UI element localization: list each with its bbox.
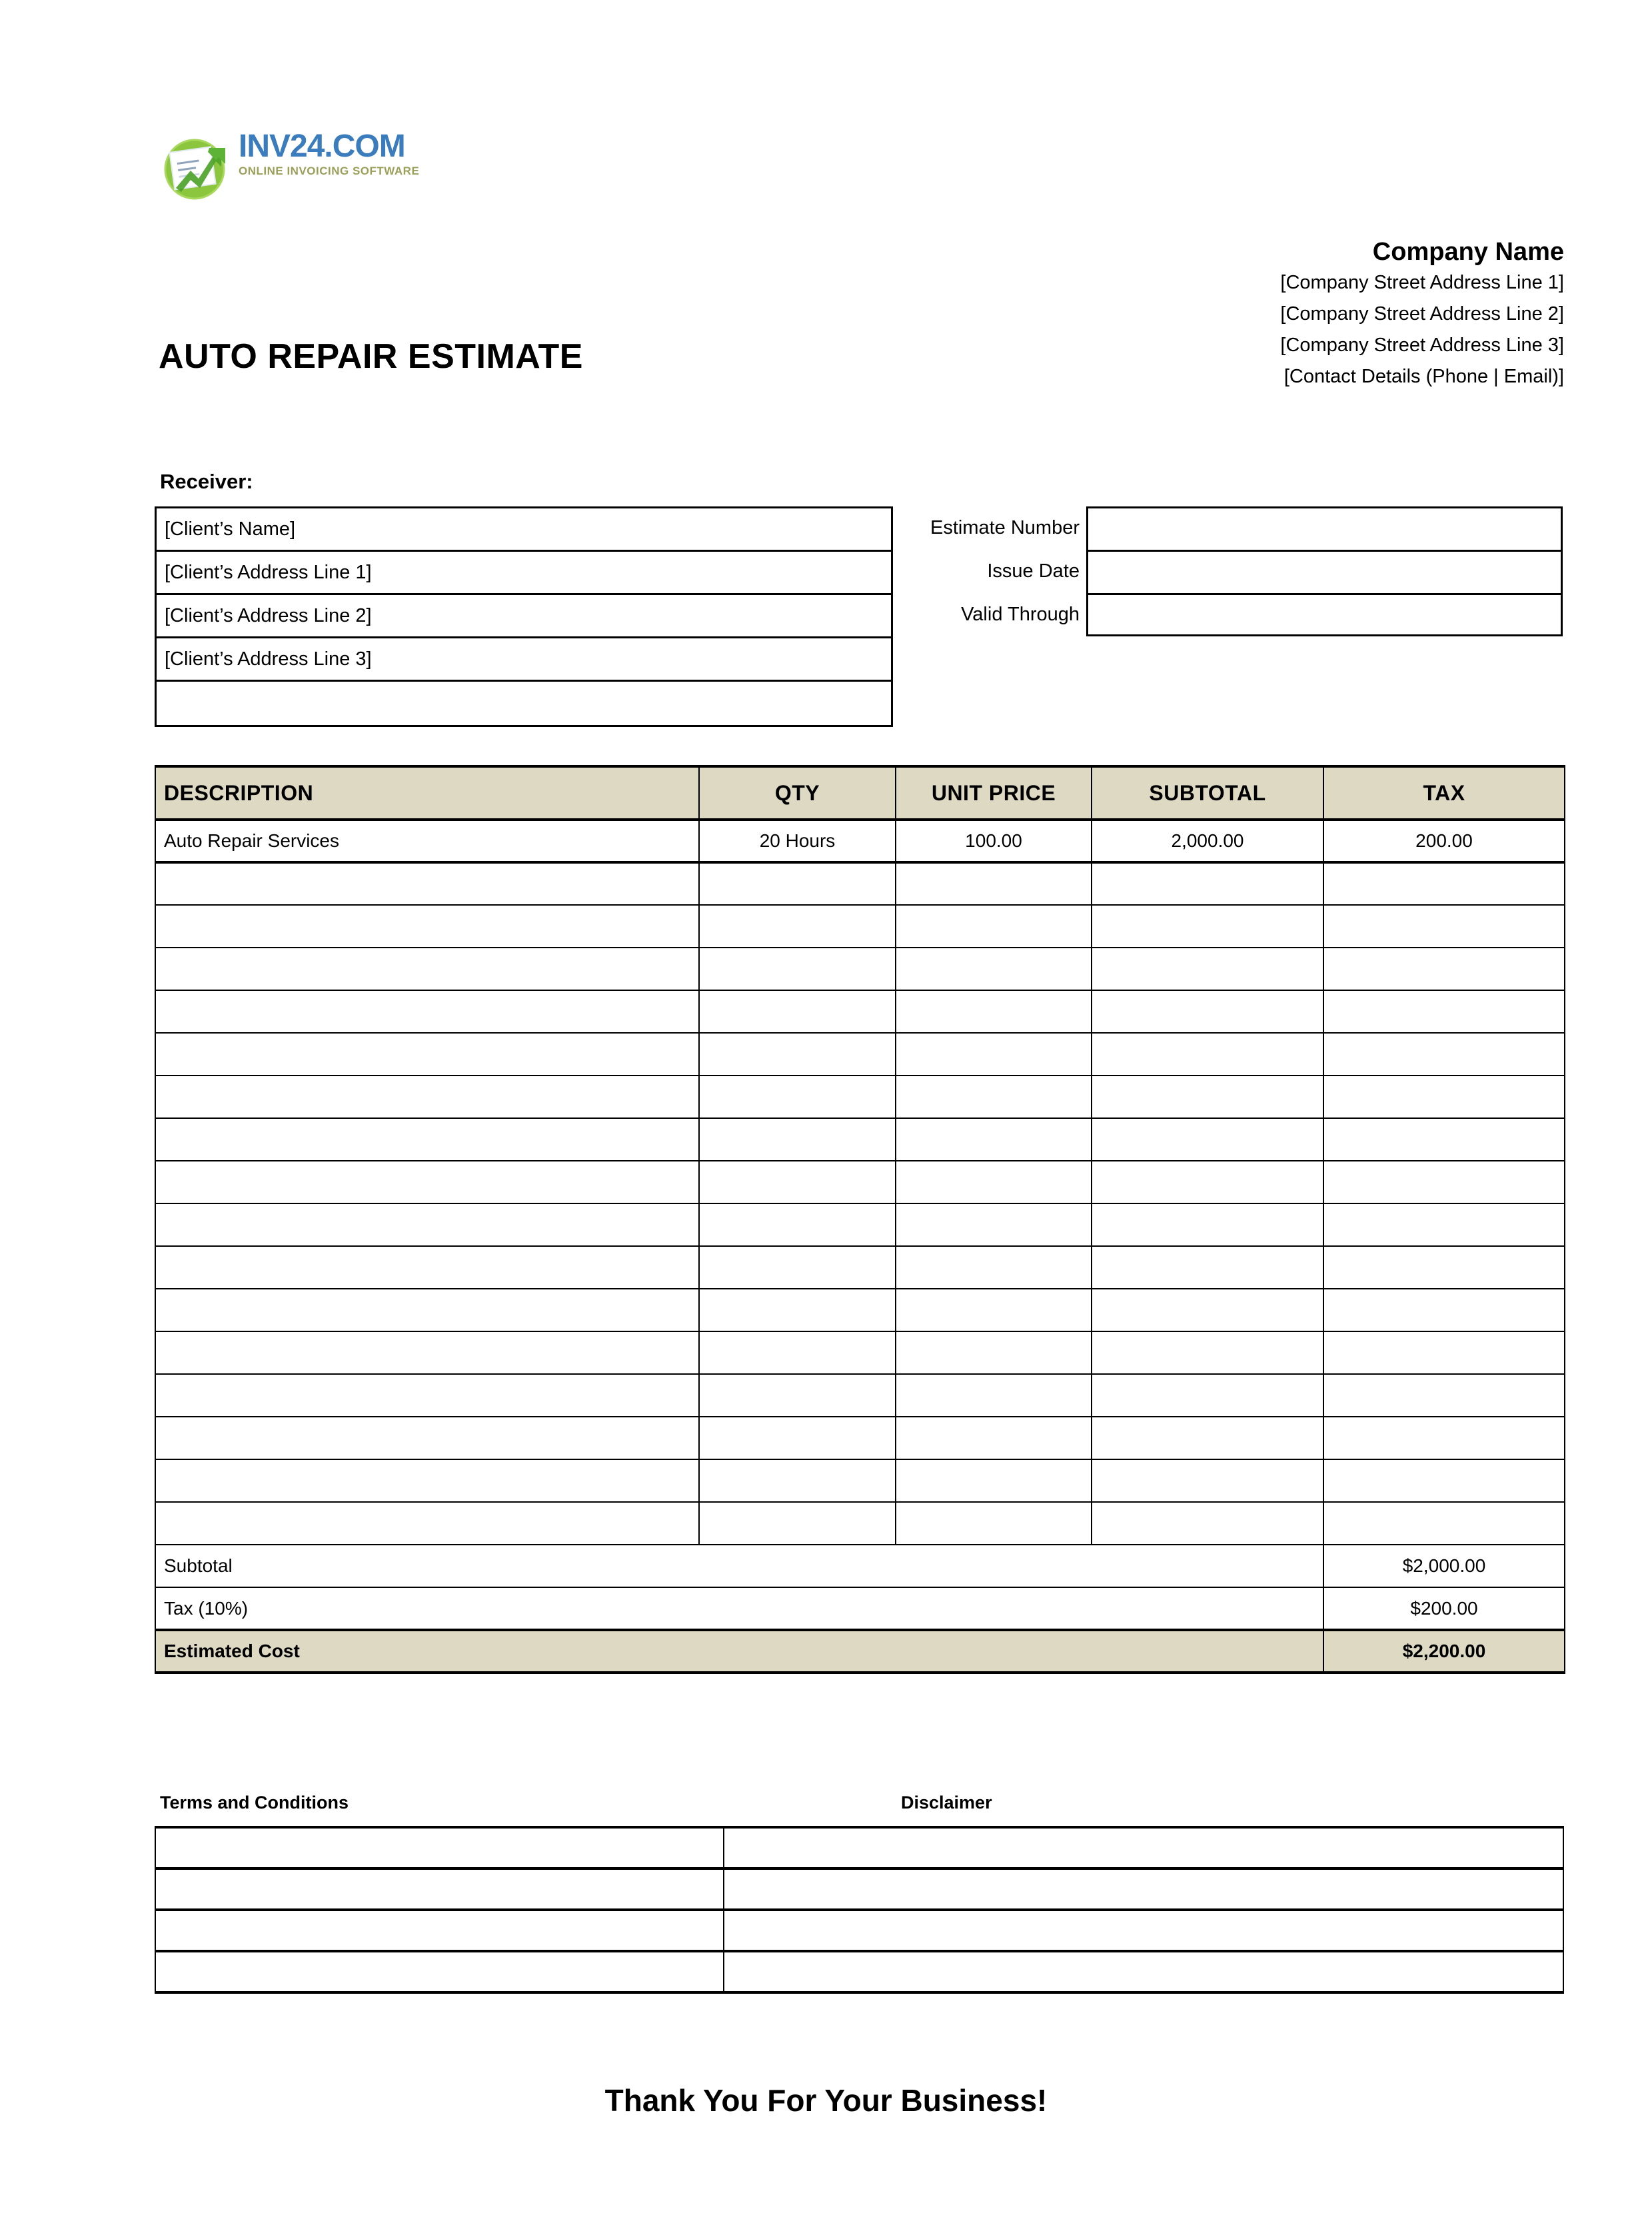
table-row-empty bbox=[155, 990, 1565, 1033]
line-item-description[interactable] bbox=[155, 1076, 699, 1118]
line-item-subtotal[interactable] bbox=[1092, 1246, 1323, 1289]
table-row-empty bbox=[155, 1374, 1565, 1417]
line-item-unit-price[interactable] bbox=[896, 1033, 1092, 1076]
line-item-unit-price[interactable] bbox=[896, 1331, 1092, 1374]
line-item-qty[interactable] bbox=[699, 990, 896, 1033]
company-contact-details: [Contact Details (Phone | Email)] bbox=[1283, 366, 1564, 387]
receiver-field-address-3[interactable]: [Client’s Address Line 3] bbox=[157, 638, 891, 682]
terms-row bbox=[155, 1868, 1563, 1910]
line-item-unit-price[interactable] bbox=[896, 862, 1092, 905]
column-header-unit-price: UNIT PRICE bbox=[896, 766, 1092, 820]
table-row-empty bbox=[155, 1459, 1565, 1502]
table-row-empty bbox=[155, 1502, 1565, 1545]
line-item-tax[interactable] bbox=[1323, 1502, 1565, 1545]
line-item-qty[interactable] bbox=[699, 905, 896, 948]
disclaimer-cell[interactable] bbox=[724, 1951, 1563, 1992]
table-row-empty bbox=[155, 948, 1565, 990]
receiver-field-address-2[interactable]: [Client’s Address Line 2] bbox=[157, 595, 891, 638]
line-item-description[interactable] bbox=[155, 1118, 699, 1161]
line-item-qty[interactable] bbox=[699, 1033, 896, 1076]
line-item-tax[interactable] bbox=[1323, 905, 1565, 948]
line-item-qty[interactable] bbox=[699, 1161, 896, 1203]
table-row-empty bbox=[155, 1331, 1565, 1374]
line-item-unit-price[interactable]: 100.00 bbox=[896, 820, 1092, 862]
table-row-empty bbox=[155, 1033, 1565, 1076]
line-item-subtotal[interactable]: 2,000.00 bbox=[1092, 820, 1323, 862]
line-item-subtotal[interactable] bbox=[1092, 948, 1323, 990]
line-item-qty[interactable] bbox=[699, 862, 896, 905]
subtotal-label: Subtotal bbox=[155, 1545, 1323, 1587]
receiver-field-address-1[interactable]: [Client’s Address Line 1] bbox=[157, 552, 891, 595]
logo-tagline: ONLINE INVOICING SOFTWARE bbox=[239, 165, 420, 177]
terms-row bbox=[155, 1910, 1563, 1951]
table-row-empty bbox=[155, 1118, 1565, 1161]
company-address-line-3: [Company Street Address Line 3] bbox=[1280, 335, 1564, 356]
line-item-unit-price[interactable] bbox=[896, 1118, 1092, 1161]
line-item-description[interactable] bbox=[155, 1331, 699, 1374]
table-row-empty bbox=[155, 862, 1565, 905]
company-name: Company Name bbox=[1372, 238, 1564, 266]
table-row-empty bbox=[155, 1246, 1565, 1289]
terms-cell[interactable] bbox=[155, 1951, 724, 1992]
company-block bbox=[898, 237, 1564, 392]
line-items-body bbox=[155, 820, 1565, 1545]
line-item-tax[interactable] bbox=[1323, 862, 1565, 905]
line-item-description[interactable]: Auto Repair Services bbox=[155, 820, 699, 862]
column-header-tax: TAX bbox=[1323, 766, 1565, 820]
column-header-qty: QTY bbox=[699, 766, 896, 820]
line-item-qty[interactable] bbox=[699, 1203, 896, 1246]
table-row-empty bbox=[155, 1417, 1565, 1459]
totals-row-subtotal bbox=[155, 1545, 1565, 1587]
logo-name: INV24.COM bbox=[239, 129, 405, 164]
line-item-subtotal[interactable] bbox=[1092, 1161, 1323, 1203]
line-item-tax[interactable] bbox=[1323, 1033, 1565, 1076]
line-item-description[interactable] bbox=[155, 948, 699, 990]
column-header-subtotal: SUBTOTAL bbox=[1092, 766, 1323, 820]
footer-message: Thank You For Your Business! bbox=[604, 2083, 1048, 2118]
line-item-subtotal[interactable] bbox=[1092, 1033, 1323, 1076]
line-item-tax[interactable] bbox=[1323, 1118, 1565, 1161]
terms-row bbox=[155, 1827, 1563, 1868]
line-item-tax[interactable] bbox=[1323, 1374, 1565, 1417]
line-item-description[interactable] bbox=[155, 1374, 699, 1417]
line-item-unit-price[interactable] bbox=[896, 1076, 1092, 1118]
meta-row-valid-through bbox=[906, 593, 1563, 636]
line-item-tax[interactable] bbox=[1323, 1289, 1565, 1331]
line-item-qty[interactable] bbox=[699, 1289, 896, 1331]
line-item-subtotal[interactable] bbox=[1092, 1459, 1323, 1502]
totals-row-tax bbox=[155, 1587, 1565, 1630]
line-item-qty[interactable] bbox=[699, 1374, 896, 1417]
company-address-line-1: [Company Street Address Line 1] bbox=[1280, 272, 1564, 293]
page-title: AUTO REPAIR ESTIMATE bbox=[159, 337, 583, 376]
line-item-description[interactable] bbox=[155, 1161, 699, 1203]
totals-body bbox=[155, 1545, 1565, 1673]
line-item-description[interactable] bbox=[155, 1502, 699, 1545]
table-row-empty bbox=[155, 1289, 1565, 1331]
line-item-subtotal[interactable] bbox=[1092, 862, 1323, 905]
issue-date-input[interactable] bbox=[1086, 550, 1563, 593]
line-item-description[interactable] bbox=[155, 1289, 699, 1331]
line-item-subtotal[interactable] bbox=[1092, 1417, 1323, 1459]
valid-through-input[interactable] bbox=[1086, 593, 1563, 636]
meta-row-estimate-number bbox=[906, 506, 1563, 550]
table-row-empty bbox=[155, 1076, 1565, 1118]
line-item-unit-price[interactable] bbox=[896, 1502, 1092, 1545]
receiver-field-name[interactable]: [Client’s Name] bbox=[157, 508, 891, 552]
line-item-subtotal[interactable] bbox=[1092, 905, 1323, 948]
line-item-description[interactable] bbox=[155, 1246, 699, 1289]
logo-wordmark bbox=[239, 129, 419, 178]
line-item-qty[interactable] bbox=[699, 948, 896, 990]
line-item-subtotal[interactable] bbox=[1092, 1502, 1323, 1545]
receiver-label: Receiver: bbox=[160, 470, 253, 493]
disclaimer-cell[interactable] bbox=[724, 1868, 1563, 1910]
line-item-subtotal[interactable] bbox=[1092, 1289, 1323, 1331]
line-item-description[interactable] bbox=[155, 1033, 699, 1076]
table-header-row bbox=[155, 766, 1565, 820]
line-item-tax[interactable] bbox=[1323, 990, 1565, 1033]
green-circle-arrow-document-icon bbox=[160, 132, 232, 201]
line-item-qty[interactable]: 20 Hours bbox=[699, 820, 896, 862]
line-item-tax[interactable] bbox=[1323, 1331, 1565, 1374]
estimated-cost-label: Estimated Cost bbox=[155, 1630, 1323, 1673]
company-address-line-2: [Company Street Address Line 2] bbox=[1280, 303, 1564, 325]
brand-logo bbox=[160, 127, 420, 207]
line-item-subtotal[interactable] bbox=[1092, 990, 1323, 1033]
terms-cell[interactable] bbox=[155, 1868, 724, 1910]
table-row-empty bbox=[155, 1161, 1565, 1203]
line-item-qty[interactable] bbox=[699, 1118, 896, 1161]
terms-cell[interactable] bbox=[155, 1910, 724, 1951]
line-item-qty[interactable] bbox=[699, 1459, 896, 1502]
table-row-empty bbox=[155, 905, 1565, 948]
line-item-subtotal[interactable] bbox=[1092, 1374, 1323, 1417]
line-item-tax[interactable] bbox=[1323, 1417, 1565, 1459]
line-item-unit-price[interactable] bbox=[896, 1459, 1092, 1502]
line-item-tax[interactable] bbox=[1323, 1246, 1565, 1289]
line-item-description[interactable] bbox=[155, 990, 699, 1033]
line-item-unit-price[interactable] bbox=[896, 990, 1092, 1033]
line-item-tax[interactable] bbox=[1323, 1459, 1565, 1502]
line-item-qty[interactable] bbox=[699, 1246, 896, 1289]
line-item-subtotal[interactable] bbox=[1092, 1076, 1323, 1118]
estimate-number-input[interactable] bbox=[1086, 506, 1563, 550]
terms-cell[interactable] bbox=[155, 1827, 724, 1868]
totals-row-estimated-cost bbox=[155, 1630, 1565, 1673]
meta-row-issue-date bbox=[906, 550, 1563, 593]
terms-row bbox=[155, 1951, 1563, 1992]
line-item-qty[interactable] bbox=[699, 1502, 896, 1545]
estimate-number-label: Estimate Number bbox=[930, 517, 1080, 538]
line-item-unit-price[interactable] bbox=[896, 1203, 1092, 1246]
line-items-table bbox=[155, 765, 1565, 1674]
line-item-unit-price[interactable] bbox=[896, 1246, 1092, 1289]
line-item-unit-price[interactable] bbox=[896, 1417, 1092, 1459]
line-item-tax[interactable] bbox=[1323, 948, 1565, 990]
valid-through-label: Valid Through bbox=[961, 604, 1080, 625]
line-item-unit-price[interactable] bbox=[896, 948, 1092, 990]
line-item-subtotal[interactable] bbox=[1092, 1203, 1323, 1246]
line-item-unit-price[interactable] bbox=[896, 1374, 1092, 1417]
tax-label: Tax (10%) bbox=[155, 1587, 1323, 1630]
tax-value: $200.00 bbox=[1323, 1587, 1565, 1630]
disclaimer-cell[interactable] bbox=[724, 1827, 1563, 1868]
line-item-unit-price[interactable] bbox=[896, 1161, 1092, 1203]
issue-date-label: Issue Date bbox=[987, 560, 1080, 582]
estimated-cost-value: $2,200.00 bbox=[1323, 1630, 1565, 1673]
line-item-description[interactable] bbox=[155, 905, 699, 948]
line-item-qty[interactable] bbox=[699, 1417, 896, 1459]
column-header-description: DESCRIPTION bbox=[155, 766, 699, 820]
line-item-unit-price[interactable] bbox=[896, 905, 1092, 948]
terms-disclaimer-table bbox=[155, 1826, 1564, 1994]
table-row-empty bbox=[155, 1203, 1565, 1246]
line-item-qty[interactable] bbox=[699, 1331, 896, 1374]
line-item-description[interactable] bbox=[155, 1203, 699, 1246]
line-item-qty[interactable] bbox=[699, 1076, 896, 1118]
line-item-tax[interactable] bbox=[1323, 1161, 1565, 1203]
line-item-description[interactable] bbox=[155, 862, 699, 905]
line-item-description[interactable] bbox=[155, 1417, 699, 1459]
disclaimer-cell[interactable] bbox=[724, 1910, 1563, 1951]
line-item-description[interactable] bbox=[155, 1459, 699, 1502]
disclaimer-label: Disclaimer bbox=[901, 1793, 992, 1813]
terms-and-conditions-label: Terms and Conditions bbox=[160, 1793, 349, 1813]
receiver-field-extra[interactable] bbox=[157, 682, 891, 725]
line-item-tax[interactable] bbox=[1323, 1076, 1565, 1118]
receiver-box bbox=[155, 506, 893, 727]
line-item-subtotal[interactable] bbox=[1092, 1331, 1323, 1374]
line-item-unit-price[interactable] bbox=[896, 1289, 1092, 1331]
line-item-tax[interactable]: 200.00 bbox=[1323, 820, 1565, 862]
estimate-meta bbox=[906, 506, 1563, 636]
table-row bbox=[155, 820, 1565, 862]
line-items-header bbox=[155, 766, 1565, 820]
line-item-subtotal[interactable] bbox=[1092, 1118, 1323, 1161]
line-item-tax[interactable] bbox=[1323, 1203, 1565, 1246]
subtotal-value: $2,000.00 bbox=[1323, 1545, 1565, 1587]
